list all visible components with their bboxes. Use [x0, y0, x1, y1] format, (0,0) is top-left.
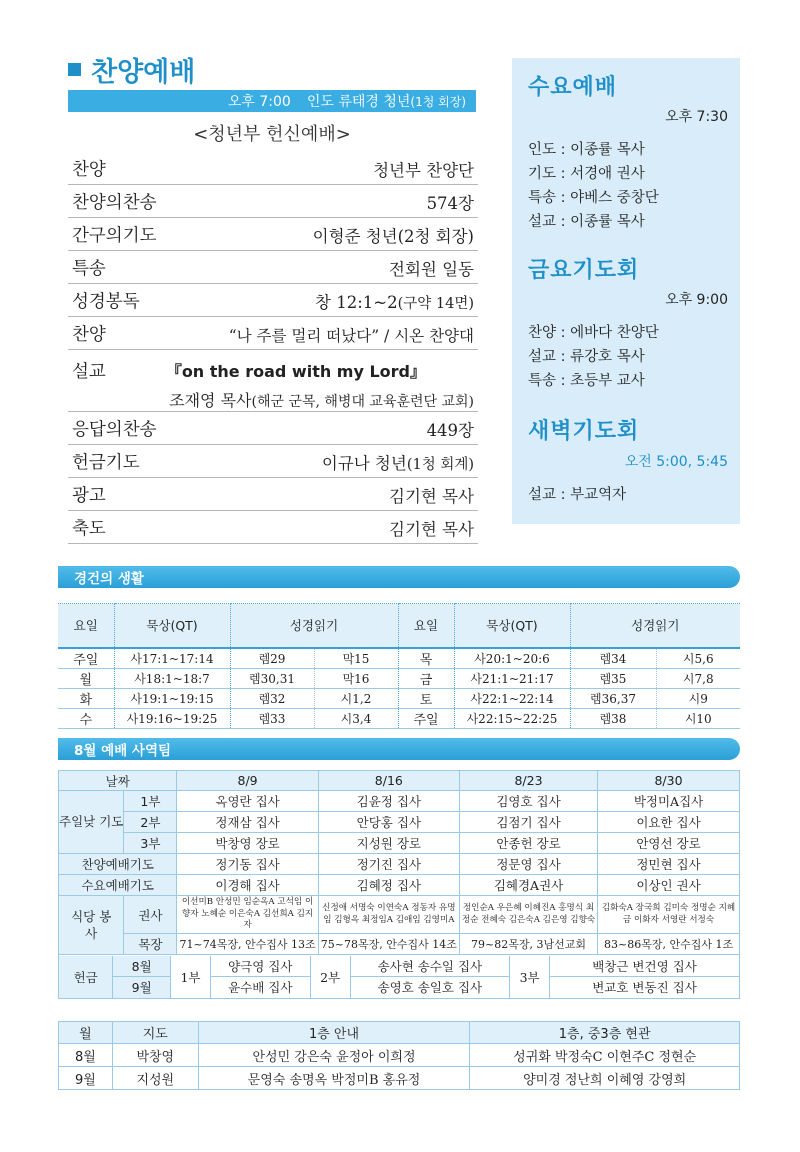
table-row: 월 사18:1~18:7 렘30,31 막16 금 사21:1~21:17 렘35 시7,8 [58, 668, 740, 688]
sunday-leader: 인도 류태경 청년(1청 회장) [306, 94, 466, 110]
column-header: 요일 [58, 604, 114, 648]
service-team-table [58, 770, 740, 999]
offering-label: 헌금 [59, 956, 113, 998]
column-header: 월 [59, 1022, 113, 1044]
order-row: 축도 김기현 목사 [68, 511, 478, 544]
column-header: 묵상(QT) [114, 604, 230, 648]
offering-subtable: 헌금 8월 1부 양극영 집사 2부 송사현 송수일 집사 3부 백창근 변건영 집사 9월 윤수배 집사 송영호 송일호 집사 변교호 변동진 집사 [59, 956, 739, 998]
date-header: 8/16 [318, 771, 459, 791]
order-row: 광고 김기현 목사 [68, 478, 478, 511]
sermon-row [68, 350, 478, 412]
sunday-worship-info-bar [68, 90, 476, 112]
table-row [59, 955, 740, 999]
usher-guide-table [58, 1021, 740, 1090]
dawn-prayer-item: 설교 : 부교역자 [528, 487, 627, 503]
wednesday-service-item: 인도 : 이종률 목사 [528, 142, 645, 158]
table-row: 수 사19:16~19:25 렘33 시3,4 주일 사22:15~22:25 렘38 시10 [58, 708, 740, 728]
wednesday-service-title: 수요예배 [528, 75, 618, 100]
guide-header-row [59, 1022, 740, 1044]
date-header: 8/30 [598, 771, 740, 791]
column-header: 1층, 중3층 현관 [470, 1022, 740, 1044]
wednesday-service-item: 기도 : 서경애 권사 [528, 166, 645, 182]
friday-prayer-time: 오후 9:00 [665, 292, 728, 308]
table-row: 화 사19:1~19:15 렘32 시1,2 토 사22:1~22:14 렘36,37 시9 [58, 688, 740, 708]
team-header-row [59, 771, 740, 791]
order-row: 응답의찬송 449장 [68, 412, 478, 445]
order-row: 특송 전회원 일동 [68, 251, 478, 284]
sunday-worship-title [68, 50, 195, 89]
worship-order-list [68, 152, 478, 544]
date-header: 날짜 [59, 771, 177, 791]
sermon-label: 설교 [72, 362, 106, 382]
column-header: 요일 [398, 604, 454, 648]
devotion-section-bar [58, 566, 740, 588]
column-header: 지도 [112, 1022, 198, 1044]
wednesday-service-time: 오후 7:30 [665, 109, 728, 125]
sunday-prayer-label: 주일낮 기도 [59, 791, 124, 854]
friday-prayer-title: 금요기도회 [528, 258, 640, 283]
table-row: 수요예배기도 이경해 집사 김혜정 집사 김혜경A권사 이상인 권사 [59, 875, 740, 896]
order-row: 간구의기도 이형준 청년(2청 회장) [68, 218, 478, 251]
friday-prayer-item: 설교 : 류강호 목사 [528, 349, 645, 365]
dawn-prayer-title: 새벽기도회 [528, 419, 640, 444]
table-row: 식당 봉사 권사 이선미B 안성민 임순옥A 고석임 이향자 노혜순 이은숙A 김선희A 김지자 신정애 서명숙 이연숙A 정동자 유명임 김형옥 최정임A 김애임 김영미A 정인순A 우은혜 이혜진A 홍명식 최정순 전혜숙 김은숙A 김은영 김향숙 김화숙A 장국희 김미숙 정명순 지혜금 이화자 서영란 서정숙 [59, 896, 740, 934]
table-row: 목장 71~74목장, 안수집사 13조 75~78목장, 안수집사 14조 79~82목장, 3남선교회 83~86목장, 안수집사 1조 [59, 934, 740, 955]
sunday-worship-title-text: 찬양예배 [91, 57, 196, 88]
column-header: 1층 안내 [198, 1022, 470, 1044]
order-row: 찬양의찬송 574장 [68, 185, 478, 218]
table-row: 주일 사17:1~17:14 렘29 막15 목 사20:1~20:6 렘34 시5,6 [58, 648, 740, 669]
table-row: 8월 박창영 안성민 강은숙 윤정아 이희정 성귀화 박정숙C 이현주C 정현순 [59, 1044, 740, 1067]
sunday-worship-subtitle: <청년부 헌신예배> [193, 124, 351, 145]
square-bullet-icon [68, 63, 81, 76]
devotion-section-title: 경건의 생활 [74, 571, 144, 587]
weekday-services-panel [512, 58, 740, 524]
table-row: 2부 정재삼 집사 안당홍 집사 김점기 집사 이요한 집사 [59, 812, 740, 833]
devotion-table [58, 603, 740, 729]
friday-prayer-item: 특송 : 초등부 교사 [528, 373, 645, 389]
wednesday-service-item: 특송 : 야베스 중창단 [528, 190, 659, 206]
sermon-title: 『on the road with my Lord』 [165, 362, 427, 381]
order-row: 찬양 “나 주를 멀리 떠났다” / 시온 찬양대 [68, 317, 478, 350]
column-header: 성경읽기 [230, 604, 398, 648]
column-header: 묵상(QT) [454, 604, 570, 648]
devotion-header-row [58, 604, 740, 648]
column-header: 성경읽기 [570, 604, 740, 648]
sermon-preacher: 조재영 목사(해군 군목, 해병대 교육훈련단 교회) [169, 391, 474, 410]
date-header: 8/23 [459, 771, 597, 791]
dining-label: 식당 봉사 [59, 896, 124, 955]
table-row: 찬양예배기도 정기동 집사 정기진 집사 정문영 집사 정민현 집사 [59, 854, 740, 875]
wednesday-service-item: 설교 : 이종률 목사 [528, 214, 645, 230]
order-row: 성경봉독 창 12:1~2(구약 14면) [68, 284, 478, 317]
order-row: 찬양 청년부 찬양단 [68, 152, 478, 185]
order-row: 헌금기도 이규나 청년(1청 회계) [68, 445, 478, 478]
table-row: 3부 박창영 장로 지성원 장로 안종헌 장로 안영선 장로 [59, 833, 740, 854]
service-team-section-title: 8월 예배 사역팀 [74, 743, 172, 759]
sunday-time: 오후 7:00 [227, 94, 291, 110]
table-row: 주일낮 기도 1부 옥영란 집사 김윤정 집사 김영호 집사 박정미A집사 [59, 791, 740, 812]
date-header: 8/9 [177, 771, 318, 791]
friday-prayer-item: 찬양 : 에바다 찬양단 [528, 325, 659, 341]
table-row: 9월 지성원 문영숙 송명옥 박정미B 홍유정 양미경 정난희 이혜영 강영희 [59, 1067, 740, 1090]
dawn-prayer-time: 오전 5:00, 5:45 [624, 454, 728, 470]
service-team-section-bar [58, 738, 740, 760]
